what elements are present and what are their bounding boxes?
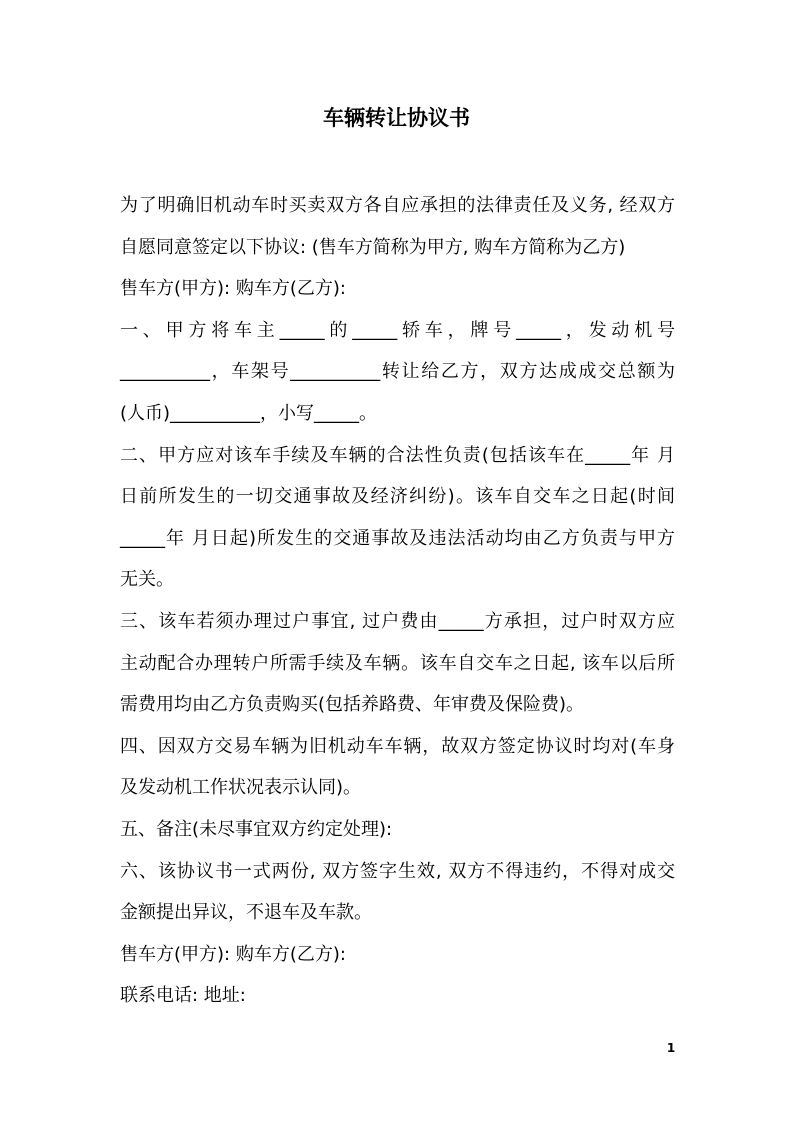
paragraph-line: 自愿同意签定以下协议: (售车方简称为甲方, 购车方简称为乙方) — [120, 236, 626, 258]
paragraph-line: 需费用均由乙方负责购买(包括养路费、年审费及保险费)。 — [120, 694, 585, 716]
paragraph-line: 日前所发生的一切交通事故及经济纠纷)。该车自交车之日起(时间 — [120, 486, 675, 508]
paragraph-line: 为了明确旧机动车时买卖双方各自应承担的法律责任及义务, 经双方 — [120, 195, 675, 216]
paragraph-line: 四、因双方交易车辆为旧机动车车辆，故双方签定协议时均对(车身 — [120, 735, 675, 757]
page-number: 1 — [666, 1041, 676, 1055]
paragraph-line: 一、甲方将车主_____的_____轿车，牌号_____，发动机号 — [120, 319, 675, 341]
paragraph-line: 联系电话: 地址: — [120, 985, 246, 1007]
paragraph-line: 无关。 — [120, 569, 174, 591]
paragraph-line: 三、该车若须办理过户事宜, 过户费由_____方承担，过户时双方应 — [120, 610, 675, 632]
paragraph-line: 金额提出异议，不退车及车款。 — [120, 902, 372, 924]
document-body — [120, 185, 675, 1017]
paragraph-line: 五、备注(未尽事宜双方约定处理): — [120, 818, 393, 840]
paragraph-line: 六、该协议书一式两份, 双方签字生效, 双方不得违约，不得对成交 — [120, 860, 675, 882]
paragraph-line: __________，车架号__________转让给乙方，双方达成成交总额为 — [120, 361, 675, 383]
paragraph-line: 及发动机工作状况表示认同)。 — [120, 777, 362, 799]
paragraph-line: 售车方(甲方): 购车方(乙方): — [120, 943, 346, 965]
paragraph-line: 二、甲方应对该车手续及车辆的合法性负责(包括该车在_____年 月 — [120, 444, 675, 466]
paragraph-line: 主动配合办理转户所需手续及车辆。该车自交车之日起, 该车以后所 — [120, 652, 675, 674]
paragraph-line: _____年 月日起)所发生的交通事故及违法活动均由乙方负责与甲方 — [120, 527, 675, 549]
document-title: 车辆转让协议书 — [323, 106, 470, 130]
paragraph-line: 售车方(甲方): 购车方(乙方): — [120, 278, 346, 300]
paragraph-line: (人币)__________，小写_____。 — [120, 402, 378, 424]
